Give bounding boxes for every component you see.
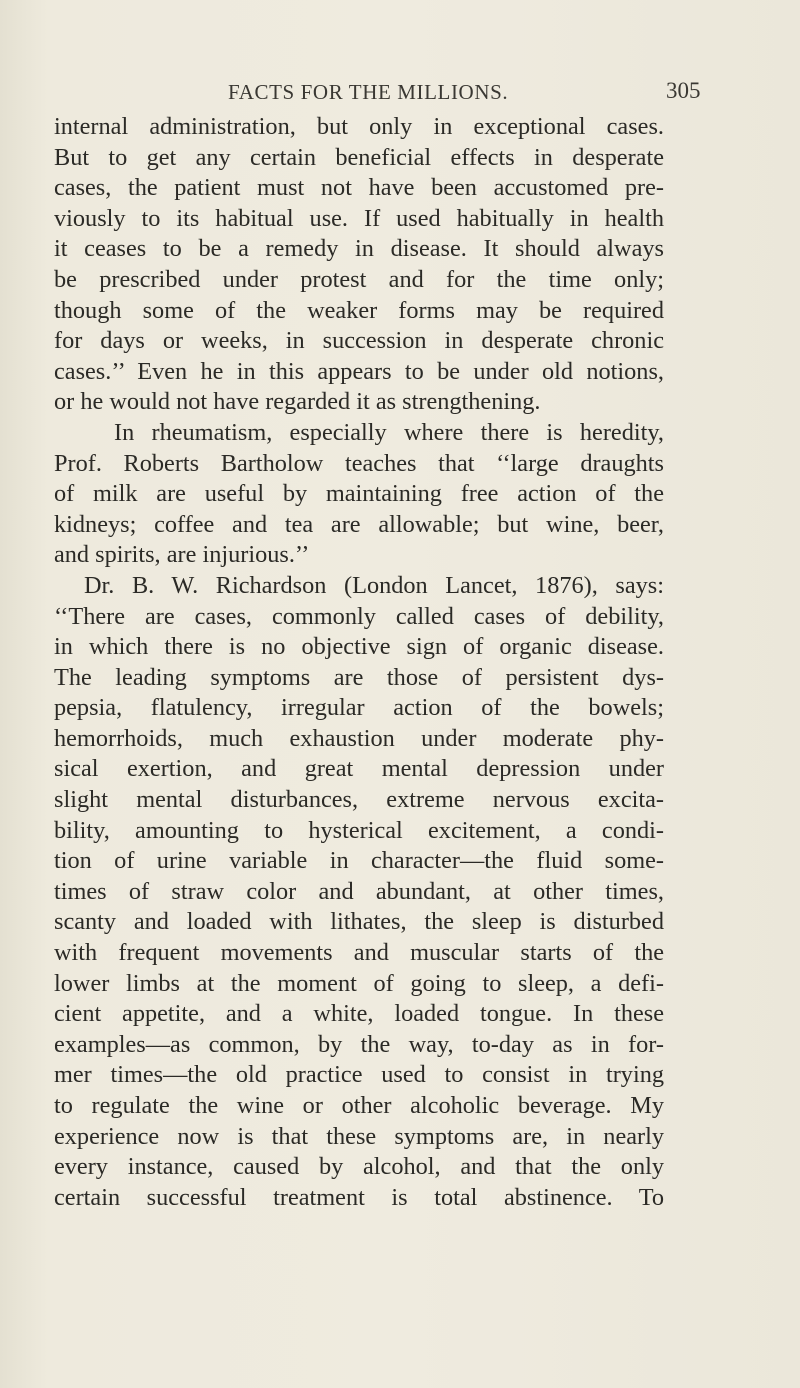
text-line: sical exertion, and great mental depression under [54, 755, 664, 783]
text-line: viously to its habitual use. If used habitually in health [54, 204, 664, 232]
text-line: with frequent movements and muscular starts of the [54, 939, 664, 967]
text-line: ‘‘There are cases, commonly called cases of debility, [54, 602, 664, 630]
text-line: internal administration, but only in exceptional cases. [54, 113, 664, 140]
text-line: in which there is no objective sign of organic disease. [54, 633, 664, 661]
text-line: every instance, caused by alcohol, and that the only [54, 1153, 664, 1181]
text-line: slight mental disturbances, extreme nervous excita- [54, 786, 664, 814]
text-line: of milk are useful by maintaining free action of the [54, 480, 664, 508]
text-line: hemorrhoids, much exhaustion under moderate phy- [54, 724, 664, 752]
page-number: 305 [666, 78, 701, 103]
text-line: But to get any certain beneficial effects in desperate [54, 143, 664, 171]
text-line: it ceases to be a remedy in disease. It should always [54, 235, 664, 263]
text-line: kidneys; coffee and tea are allowable; but wine, beer, [54, 510, 664, 538]
text-line: In rheumatism, especially where there is heredity, [114, 418, 664, 446]
text-line: to regulate the wine or other alcoholic beverage. My [54, 1092, 664, 1119]
body-text [54, 112, 664, 1213]
text-line: examples—as common, by the way, to-day as in for- [54, 1030, 664, 1058]
text-line: pepsia, flatulency, irregular action of the bowels; [54, 694, 664, 722]
text-line: tion of urine variable in character—the fluid some- [54, 847, 664, 875]
text-line: scanty and loaded with lithates, the sleep is disturbed [54, 908, 664, 936]
text-line: lower limbs at the moment of going to sleep, a defi- [54, 969, 664, 997]
text-line: cases, the patient must not have been accustomed pre- [54, 174, 664, 202]
text-line: experience now is that these symptoms are, in nearly [54, 1122, 664, 1150]
text-line: times of straw color and abundant, at other times, [54, 877, 664, 905]
text-line: bility, amounting to hysterical excitement, a condi- [54, 816, 664, 844]
text-line: though some of the weaker forms may be required [54, 296, 664, 324]
text-line: mer times—the old practice used to consist in trying [54, 1061, 664, 1089]
text-line: Dr. B. W. Richardson (London Lancet, 1876), says: [84, 571, 664, 599]
running-header: FACTS FOR THE MILLIONS. [228, 80, 509, 104]
text-line: cases.’’ Even he in this appears to be under old notions, [54, 357, 664, 385]
text-line: be prescribed under protest and for the time only; [54, 265, 664, 293]
text-line: certain successful treatment is total abstinence. To [54, 1183, 664, 1211]
text-line: or he would not have regarded it as strengthening. [54, 388, 541, 416]
text-line: for days or weeks, in succession in desperate chronic [54, 327, 664, 355]
text-line: and spirits, are injurious.’’ [54, 541, 310, 569]
text-line: cient appetite, and a white, loaded tongue. In these [54, 1000, 664, 1028]
text-line: Prof. Roberts Bartholow teaches that ‘‘large draughts [54, 449, 664, 477]
text-line: The leading symptoms are those of persistent dys- [54, 663, 664, 691]
